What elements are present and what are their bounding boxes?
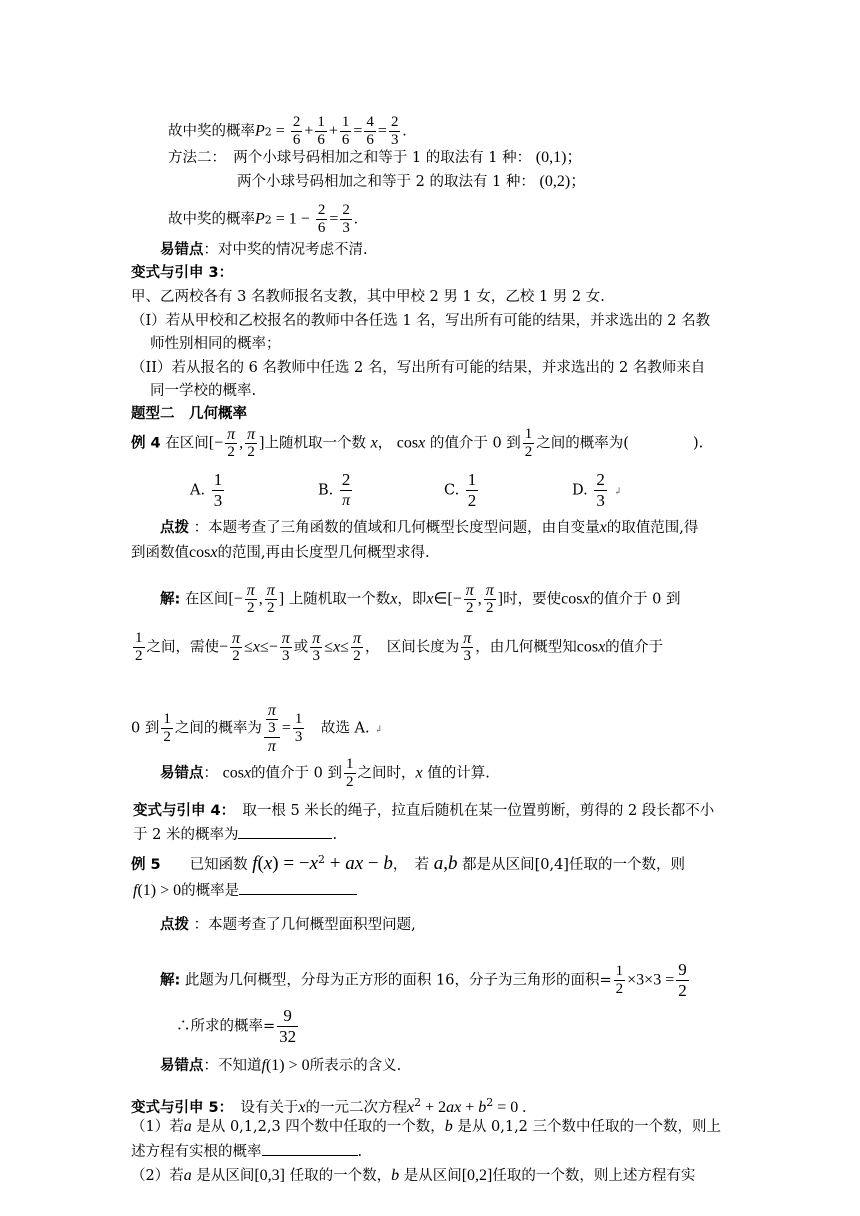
- option-c: C. $\frac{1}{2}$: [444, 470, 477, 510]
- line-prob-p2-method1: 故中奖的概率P2 = $\frac{2}{6}$ + $\frac{1}{6}$ + $\frac{1}{6}$ = $\frac{4}{6}$ = $\frac{2}{3}$ .: [168, 114, 407, 148]
- error-point-2: 易错点： cosx的值介于 0 到 $\frac{1}{2}$ 之间时，x 值的计算.: [160, 756, 490, 790]
- error-point-3: 易错点：不知道f(1) > 0所表示的含义.: [160, 1057, 402, 1074]
- variation-5-line1: 变式与引申 5： 设有关于x的一元二次方程$x^2 + 2ax + b^2 = 0$ .: [131, 1096, 527, 1116]
- variation-4-line2: 于 2 米的概率为 .: [133, 824, 337, 845]
- example-5-line1: 例 5 已知函数 $f(x) = -x^2$ + ax − b， 若 a,b 都是从区间[0,4]任取的一个数，则: [131, 852, 685, 874]
- variation-3-q2b: 同一学校的概率.: [150, 383, 257, 399]
- solution-4-line3: 0 到 $\frac{1}{2}$ 之间的概率为 $\frac{\frac{\pi}{3}}{\pi}$ = $\frac{1}{3}$ 故选 A. ↲: [131, 702, 383, 755]
- solution-5-line2: ∴所求的概率= $\frac{9}{32}$: [176, 1006, 297, 1046]
- hint-4-line2: 到函数值cosx的范围,再由长度型几何概型求得.: [131, 544, 430, 561]
- variation-3-q2a: （II）若从报名的 6 名教师中任选 2 名，写出所有可能的结果，并求选出的 2 名教师来自: [131, 360, 706, 376]
- solution-4-line2: $\frac{1}{2}$ 之间，需使− $\frac{\pi}{2}$ ≤x≤− $\frac{\pi}{3}$ 或 $\frac{\pi}{3}$ ≤x≤ $\frac{\pi}{2}$ ， 区间长度为 $\frac{\pi}{3}$ ，由几何概型知cosx的值介于: [135, 630, 664, 664]
- hint-4-line1: 点拨 ：本题考查了三角函数的值域和几何概型长度型问题，由自变量x的取值范围,得: [160, 519, 699, 536]
- example-5-line2: f(1) > 0的概率是: [133, 880, 357, 901]
- variation-3-q1b: 师性别相同的概率；: [150, 336, 281, 352]
- variation-3-intro: 甲、乙两校各有 3 名教师报名支教，其中甲校 2 男 1 女，乙校 1 男 2 女.: [131, 289, 605, 305]
- option-b: B. $\frac{2}{\pi}$: [318, 470, 351, 509]
- example-4-question: 例 4 在区间[− $\frac{\pi}{2}$ , $\frac{\pi}{2}$ ]上随机取一个数 x， cosx 的值介于 0 到 $\frac{1}{2}$ 之间的概率为( ).: [131, 426, 704, 460]
- solution-5-line1: 解: 此题为几何概型，分母为正方形的面积 16，分子为三角形的面积= $\frac{1}{2}$ ×3×3 = $\frac{9}{2}$: [160, 960, 687, 1000]
- solution-4-line1: 解: 在区间[− $\frac{\pi}{2}$ , $\frac{\pi}{2}$ ] 上随机取一个数x，即x∈[− $\frac{\pi}{2}$ , $\frac{\pi}{2}$ ]时，要使cosx的值介于 0 到: [160, 582, 681, 616]
- error-point-1: 易错点：对中奖的情况考虑不清.: [160, 242, 368, 258]
- variation-5-q1a: （1）若a 是从 0,1,2,3 四个数中任取的一个数，b 是从 0,1,2 三个数中任取的一个数，则上: [131, 1118, 722, 1135]
- variation-5-q1b: 述方程有实根的概率 .: [131, 1141, 362, 1162]
- hint-5: 点拨 ：本题考查了几何概型面积型问题,: [160, 917, 416, 933]
- line-prob-p2-method2: 故中奖的概率P2 = 1 − $\frac{2}{6}$ = $\frac{2}{3}$ .: [168, 202, 358, 236]
- variation-5-q2: （2）若a 是从区间[0,3] 任取的一个数，b 是从区间[0,2]任取的一个数，则上述方程有实: [131, 1167, 696, 1184]
- variation-3-q1a: （I）若从甲校和乙校报名的教师中各任选 1 名，写出所有可能的结果，并求选出的 2 名教: [131, 313, 711, 329]
- method2-line1: 方法二： 两个小球号码相加之和等于 1 的取法有 1 种： (0,1)；: [168, 149, 583, 166]
- method2-line2: 两个小球号码相加之和等于 2 的取法有 1 种： (0,2)；: [237, 173, 587, 190]
- option-d: D. $\frac{2}{3}$ ↲: [572, 470, 622, 510]
- variation-3-title: 变式与引申 3：: [131, 265, 234, 281]
- section-title-geometric: 题型二 几何概率: [131, 406, 247, 422]
- variation-4-line1: 变式与引申 4： 取一根 5 米长的绳子，拉直后随机在某一位置剪断，剪得的 2 段长都不小: [133, 803, 715, 819]
- option-a: A. $\frac{1}{3}$: [190, 470, 223, 510]
